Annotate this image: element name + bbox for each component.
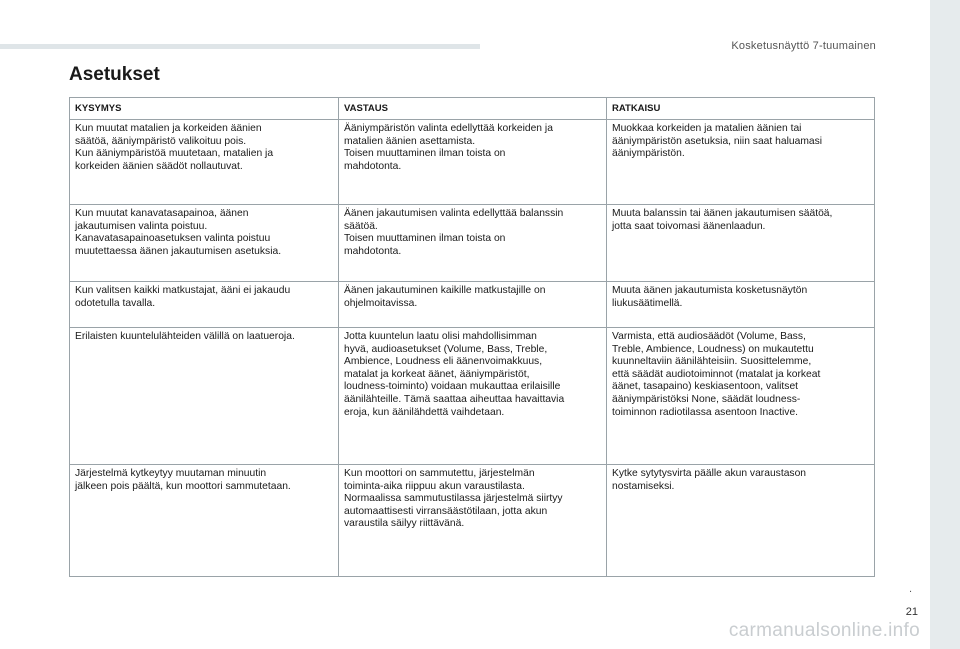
solution-cell: Kytke sytytysvirta päälle akun varaustason nostamiseksi. xyxy=(607,465,875,577)
solution-cell: Varmista, että audiosäädöt (Volume, Bass, Treble, Ambience, Loudness) on mukautettu kuunneltaviin äänilähteisiin. Suosittelemme, että säädät audiotoiminnot (matalat ja korkeat äänet, tasapaino) keskiasentoon, valitset ääniympäristöksi None, säädät loudness- toiminnon radiotilassa asentoon Inactive. xyxy=(607,328,875,465)
chapter-title: Kosketusnäyttö 7-tuumainen xyxy=(731,40,876,52)
table-row xyxy=(70,282,875,328)
solution-cell: Muuta balanssin tai äänen jakautumisen säätöä, jotta saat toivomasi äänenlaadun. xyxy=(607,205,875,282)
question-cell: Järjestelmä kytkeytyy muutaman minuutin jälkeen pois päältä, kun moottori sammutetaan. xyxy=(70,465,339,577)
table-row xyxy=(70,205,875,282)
table-row xyxy=(70,465,875,577)
solution-cell: Muuta äänen jakautumista kosketusnäytön liukusäätimellä. xyxy=(607,282,875,328)
column-header-answer: VASTAUS xyxy=(339,98,607,120)
question-cell: Kun muutat kanavatasapainoa, äänen jakautumisen valinta poistuu. Kanavatasapainoasetuksen valinta poistuu muutettaessa äänen jakautumisen asetuksia. xyxy=(70,205,339,282)
table-row xyxy=(70,328,875,465)
watermark: carmanualsonline.info xyxy=(728,620,920,641)
answer-cell: Jotta kuuntelun laatu olisi mahdollisimman hyvä, audioasetukset (Volume, Bass, Treble, Ambience, Loudness eli äänenvoimakkuus, matalat ja korkeat äänet, ääniympäristöt, loudness-toiminto) voidaan mukauttaa erilaisille äänilähteille. Tämä saattaa aiheuttaa havaittavia eroja, kun äänilähdettä vaihdetaan. xyxy=(339,328,607,465)
question-cell: Erilaisten kuuntelulähteiden välillä on laatueroja. xyxy=(70,328,339,465)
solution-cell: Muokkaa korkeiden ja matalien äänien tai ääniympäristön asetuksia, niin saat haluamasi ääniympäristön. xyxy=(607,120,875,205)
table-header-row xyxy=(70,98,875,120)
answer-cell: Äänen jakautumisen valinta edellyttää balanssin säätöä. Toisen muuttaminen ilman toista on mahdotonta. xyxy=(339,205,607,282)
page-continuation-marker: . xyxy=(908,583,912,595)
question-cell: Kun muutat matalien ja korkeiden äänien säätöä, ääniympäristö valikoituu pois. Kun ääniympäristöä muutetaan, matalien ja korkeiden äänien säädöt nollautuvat. xyxy=(70,120,339,205)
page-side-bar xyxy=(930,0,960,649)
faq-table xyxy=(69,97,875,577)
page-title: Asetukset xyxy=(69,64,160,85)
answer-cell: Äänen jakautuminen kaikille matkustajille on ohjelmoitavissa. xyxy=(339,282,607,328)
answer-cell: Ääniympäristön valinta edellyttää korkeiden ja matalien äänien asettamista. Toisen muuttaminen ilman toista on mahdotonta. xyxy=(339,120,607,205)
column-header-question: KYSYMYS xyxy=(70,98,339,120)
column-header-solution: RATKAISU xyxy=(607,98,875,120)
question-cell: Kun valitsen kaikki matkustajat, ääni ei jakaudu odotetulla tavalla. xyxy=(70,282,339,328)
header-rule xyxy=(0,44,480,49)
page-number: 21 xyxy=(905,606,918,618)
table-row xyxy=(70,120,875,205)
answer-cell: Kun moottori on sammutettu, järjestelmän toiminta-aika riippuu akun varaustilasta. Normaalissa sammutustilassa järjestelmä siirtyy automaattisesti virransäästötilaan, jotta akun varaustila säilyy riittävänä. xyxy=(339,465,607,577)
